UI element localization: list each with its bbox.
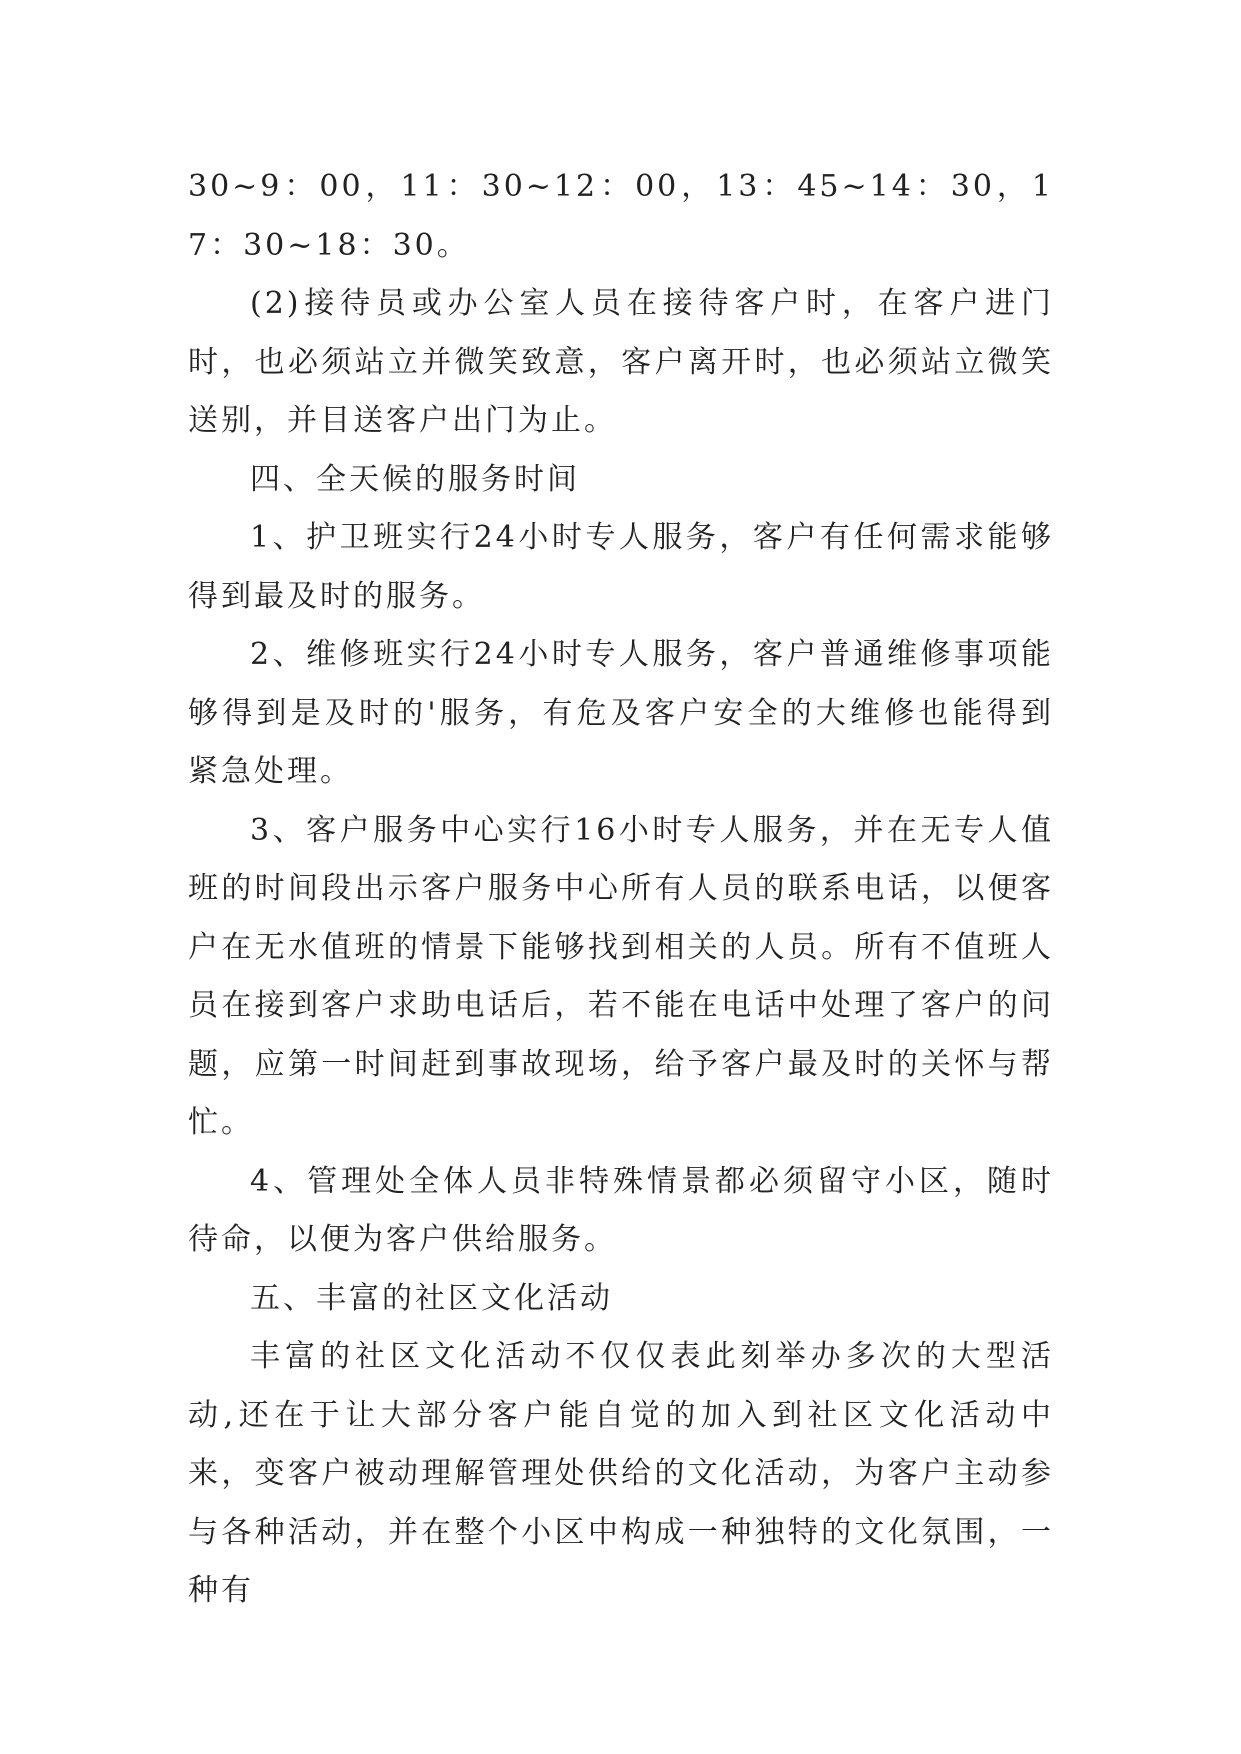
paragraph-community-activities: 丰富的社区文化活动不仅仅表此刻举办多次的大型活动,还在于让大部分客户能自觉的加入到社区文化活动中来，变客户被动理解管理处供给的文化活动，为客户主动参与各种活动，并在整个小区中构成一种独特的文化氛围，一种有: [188, 1339, 1054, 1608]
paragraph-guard-service: 1、护卫班实行24小时专人服务，客户有任何需求能够得到最及时的服务。: [188, 520, 1054, 614]
document-body: [188, 158, 1054, 1621]
section-heading-community-culture: 五、丰富的社区文化活动: [250, 1280, 613, 1316]
paragraph-customer-service-center: 3、客户服务中心实行16小时专人服务，并在无专人值班的时间段出示客户服务中心所有人员的联系电话，以便客户在无水值班的情景下能够找到相关的人员。所有不值班人员在接到客户求助电话后，若不能在电话中处理了客户的问题，应第一时间赶到事故现场，给予客户最及时的关怀与帮忙。: [188, 812, 1054, 1140]
paragraph-reception-etiquette: (2)接待员或办公室人员在接待客户时，在客户进门时，也必须站立并微笑致意，客户离开时，也必须站立微笑送别，并目送客户出门为止。: [188, 286, 1054, 438]
paragraph-time-continuation: 30~9：00，11：30~12：00，13：45~14：30，17：30~18：30。: [188, 169, 1054, 263]
section-heading-service-time: 四、全天候的服务时间: [250, 461, 580, 497]
paragraph-management-staff: 4、管理处全体人员非特殊情景都必须留守小区，随时待命，以便为客户供给服务。: [188, 1163, 1054, 1257]
paragraph-maintenance-service: 2、维修班实行24小时专人服务，客户普通维修事项能够得到是及时的'服务，有危及客户安全的大维修也能得到紧急处理。: [188, 637, 1054, 789]
